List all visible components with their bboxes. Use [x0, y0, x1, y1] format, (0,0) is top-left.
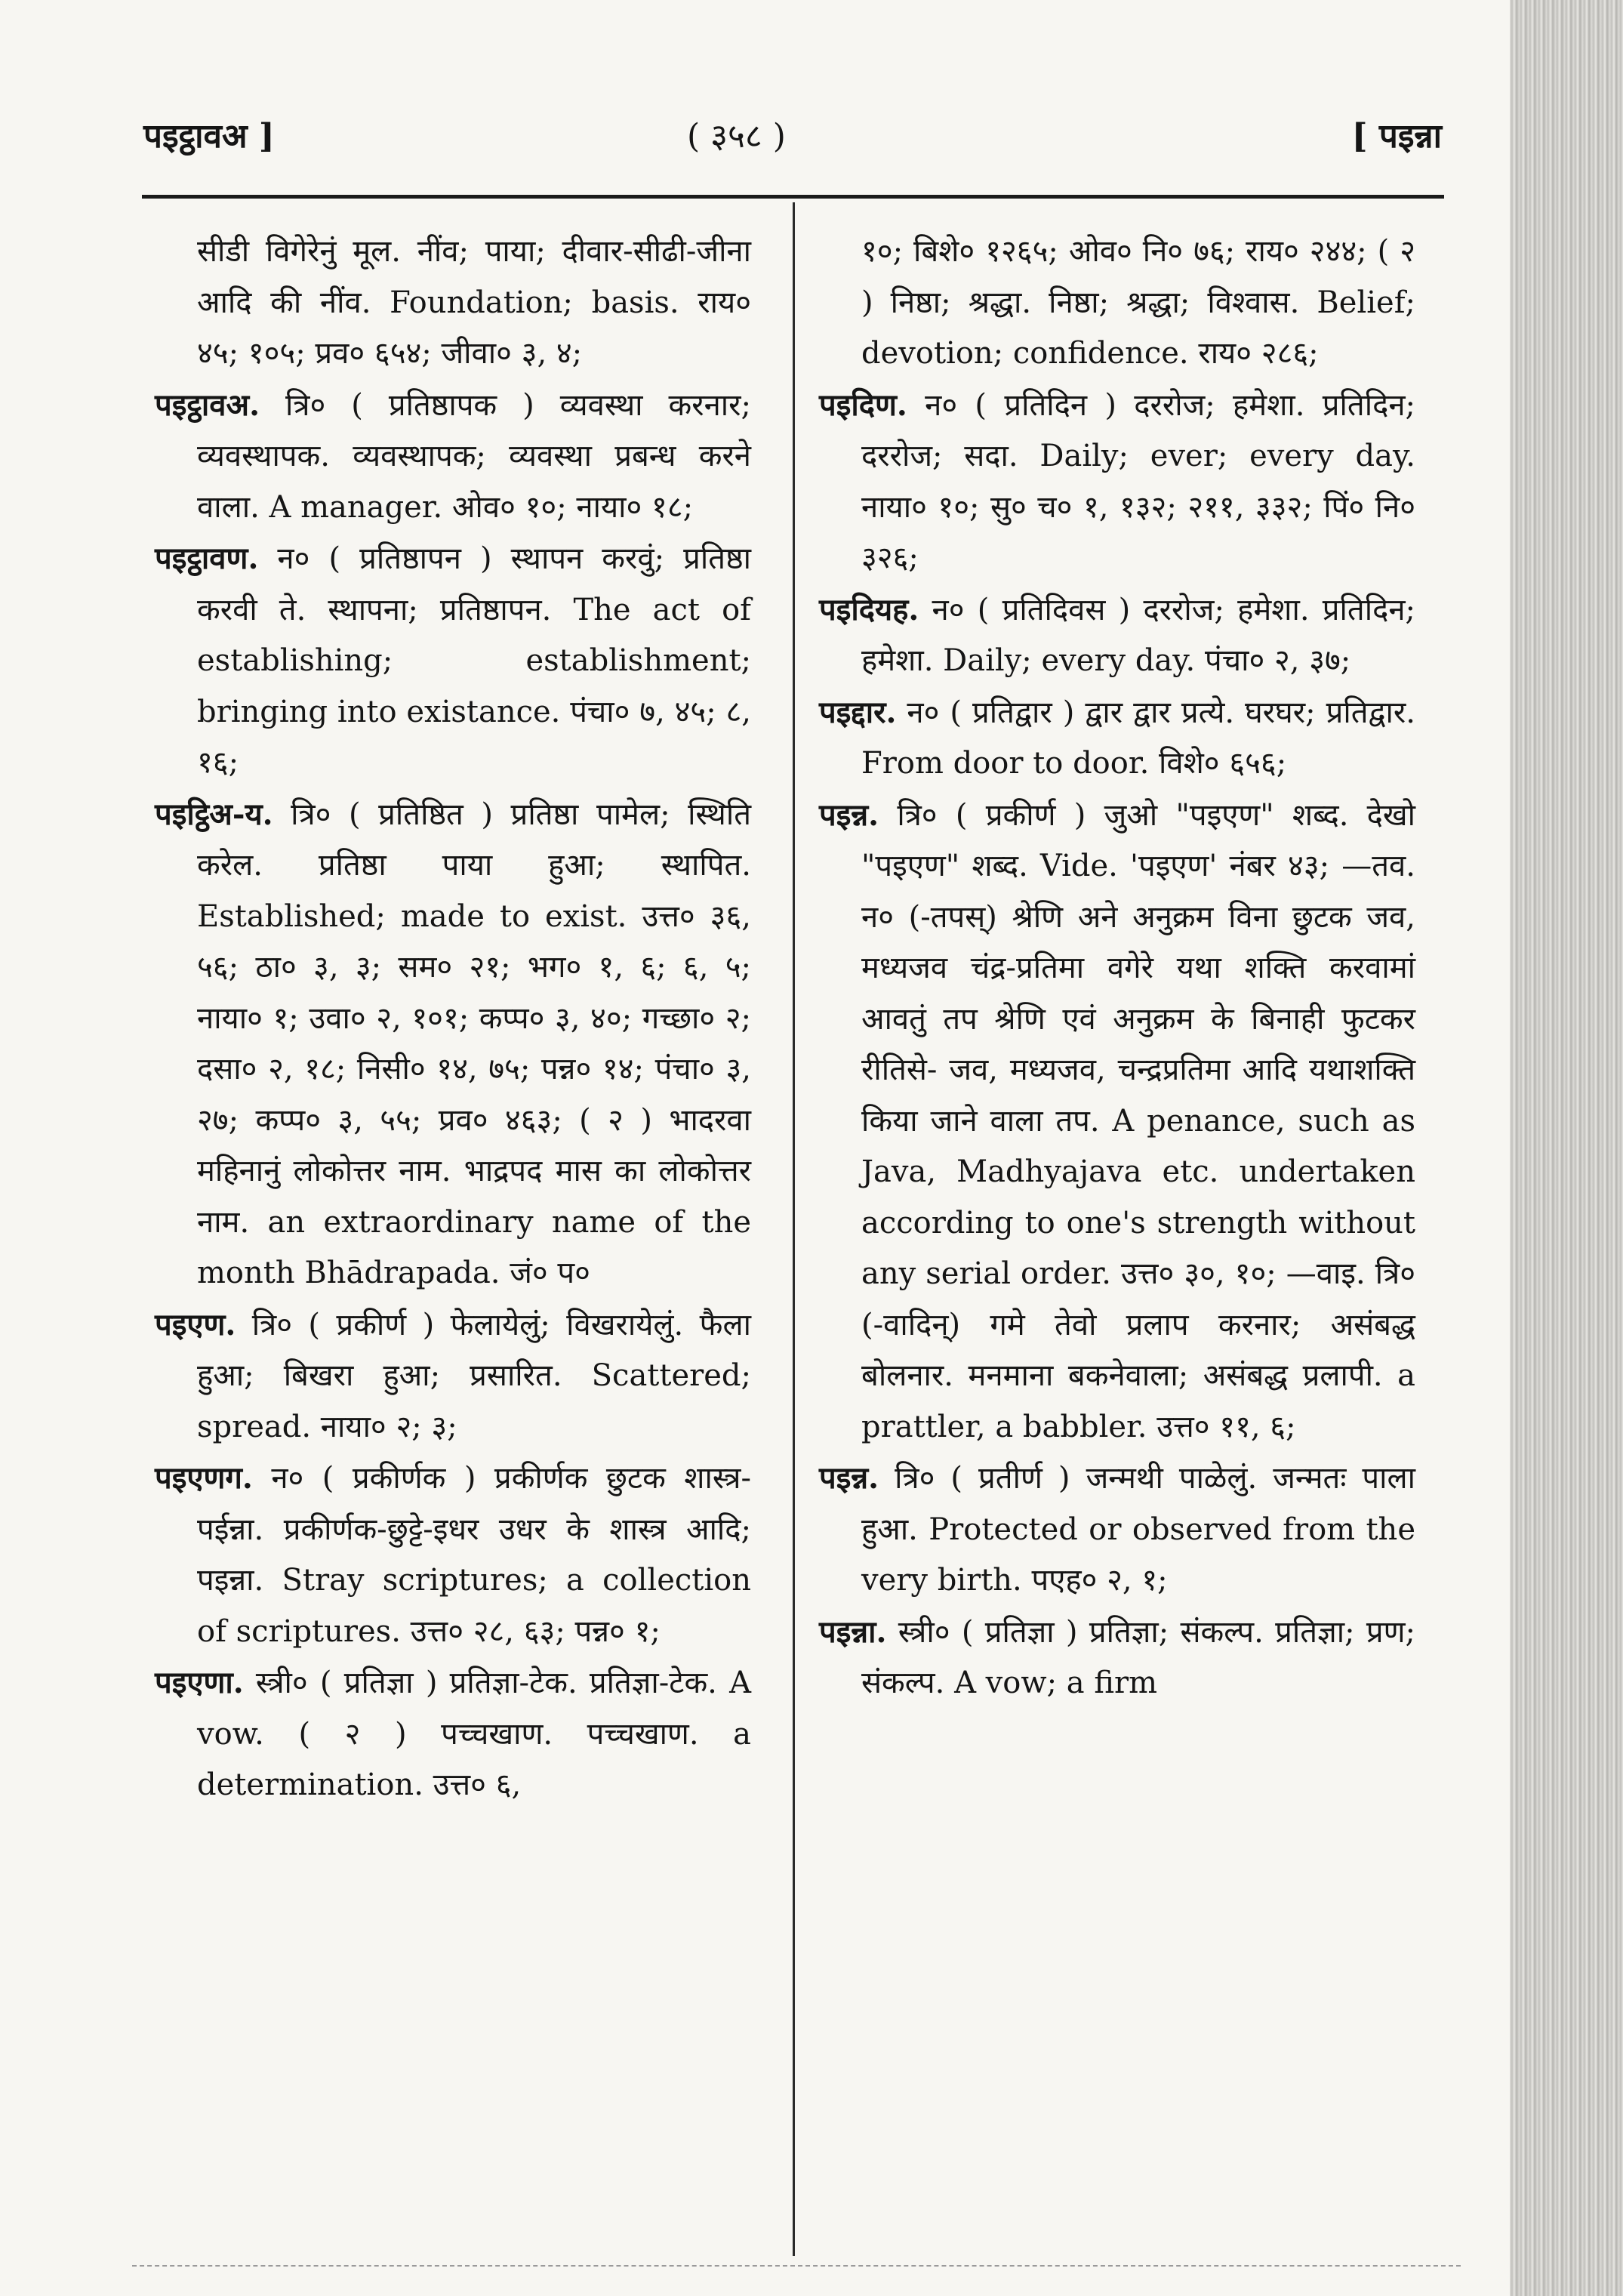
entry-headword: पइन्ना. — [819, 1613, 887, 1650]
dictionary-entry — [155, 1299, 751, 1453]
dictionary-entry — [819, 1453, 1415, 1607]
dictionary-entry — [155, 1453, 751, 1657]
header-right-guideword: [ पइन्ना — [1351, 117, 1442, 156]
entry-definition: त्रि० ( प्रतीर्ण ) जन्मथी पाळेलुं. जन्मतः पाला हुआ. Protected or observed from the very birth. पएह० २, १; — [861, 1461, 1415, 1598]
entry-definition: स्त्री० ( प्रतिज्ञा ) प्रतिज्ञा; संकल्प. प्रतिज्ञा; प्रण; संकल्प. A vow; a firm — [861, 1614, 1415, 1700]
dictionary-entry — [155, 1657, 751, 1811]
entry-definition: न० ( प्रतिद्वार ) द्वार द्वार प्रत्ये. घरघर; प्रतिद्वार. From door to door. विशे० ६५६; — [861, 695, 1415, 781]
entry-headword: पइएण. — [155, 1306, 236, 1342]
page-number: ( ३५८ ) — [687, 117, 786, 156]
dictionary-entry — [155, 380, 751, 534]
dictionary-entry — [155, 789, 751, 1299]
entry-definition: न० ( प्रकीर्णक ) प्रकीर्णक छुटक शास्त्र-पईन्ना. प्रकीर्णक-छुट्टे-इधर उधर के शास्त्र आदि; पइन्ना. Stray scriptures; a collection of scriptures. उत्त० २८, ६३; पन्न० १; — [197, 1461, 751, 1649]
entry-definition: त्रि० ( प्रतिष्ठापक ) व्यवस्था करनार; व्यवस्थापक. व्यवस्थापक; व्यवस्था प्रबन्ध करने वाला. A manager. ओव० १०; नाया० १८; — [197, 387, 751, 525]
entry-definition: सीडी विगेरेनुं मूल. नींव; पाया; दीवार-सीढी-जीना आदि की नींव. Foundation; basis. राय० ४५; १०५; प्रव० ६५४; जीवा० ३, ४; — [197, 234, 751, 371]
entry-definition: न० ( प्रतिदिन ) दररोज; हमेशा. प्रतिदिन; दररोज; सदा. Daily; ever; every day. नाया० १०; सु० च० १, १३२; २११, ३३२; पिं० नि० ३२६; — [861, 387, 1415, 575]
footer-rule — [132, 2265, 1461, 2268]
dictionary-entry — [819, 380, 1415, 584]
entry-continuation — [155, 227, 751, 380]
entry-definition: त्रि० ( प्रतिष्ठित ) प्रतिष्ठा पामेल; स्थिति करेल. प्रतिष्ठा पाया हुआ; स्थापित. Established; made to exist. उत्त० ३६, ५६; ठा० ३, ३; सम० २१; भग० १, ६; ६, ५; नाया० १; उवा० २, १०१; कप्प० ३, ४०; गच्छा० २; दसा० २, १८; निसी० १४, ७५; पन्न० १४; पंचा० ३, २७; कप्प० ३, ५५; प्रव० ४६३; ( २ ) भादरवा महिनानुं लोकोत्तर नाम. भाद्रपद मास का लोकोत्तर नाम. an extraordinary name of the month Bhādrapada. जं० प० — [197, 797, 751, 1290]
entry-definition: न० ( प्रतिष्ठापन ) स्थापन करवुं; प्रतिष्ठा करवी ते. स्थापना; प्रतिष्ठापन. The act of establishing; establishment; bringing into existance. पंचा० ७, ४५; ८, १६; — [197, 541, 751, 780]
page-header — [143, 112, 1442, 165]
entry-headword: पइएणग. — [155, 1460, 253, 1496]
dictionary-entry — [155, 533, 751, 789]
entry-definition: त्रि० ( प्रकीर्ण ) फेलायेलुं; विखरायेलुं. फैला हुआ; बिखरा हुआ; प्रसारित. Scattered; spread. नाया० २; ३; — [197, 1307, 751, 1444]
entry-headword: पइन्न. — [819, 797, 879, 833]
entry-headword: पइद्दार. — [819, 694, 897, 730]
dictionary-entry — [819, 1607, 1415, 1709]
entry-headword: पइट्ठिअ-य. — [155, 796, 273, 832]
header-left-guideword: पइट्ठावअ ] — [143, 117, 275, 156]
scan-shadow-edge — [1510, 0, 1623, 2296]
entry-headword: पइदियह. — [819, 591, 919, 627]
right-column — [819, 227, 1415, 2265]
left-column — [155, 227, 751, 2265]
header-rule — [142, 195, 1444, 199]
dictionary-entry — [819, 687, 1415, 790]
dictionary-entry — [819, 790, 1415, 1453]
column-divider — [793, 202, 795, 2256]
entry-definition: स्त्री० ( प्रतिज्ञा ) प्रतिज्ञा-टेक. प्रतिज्ञा-टेक. A vow. ( २ ) पच्चखाण. पच्चखाण. a determination. उत्त० ६, — [197, 1666, 751, 1802]
entry-definition: त्रि० ( प्रकीर्ण ) जुओ "पइएण" शब्द. देखो "पइएण" शब्द. Vide. 'पइएण' नंबर ४३; —तव. न० (-तपस्) श्रेणि अने अनुक्रम विना छुटक जव, मध्यजव चंद्र-प्रतिमा वगेरे यथा शक्ति करवामां आवतुं तप श्रेणि एवं अनुक्रम के बिनाही फुटकर रीतिसे- जव, मध्यजव, चन्द्रप्रतिमा आदि यथाशक्ति किया जाने वाला तप. A penance, such as Java, Madhyajava etc. undertaken according to one's strength without any serial order. उत्त० ३०, १०; —वाइ. त्रि० (-वादिन्) गमे तेवो प्रलाप करनार; असंबद्ध बोलनार. मनमाना बकनेवाला; असंबद्ध प्रलापी. a prattler, a babbler. उत्त० ११, ६; — [861, 797, 1415, 1444]
entry-headword: पइट्ठावण. — [155, 541, 259, 576]
entry-headword: पइदिण. — [819, 387, 907, 423]
entry-definition: १०; बिशे० १२६५; ओव० नि० ७६; राय० २४४; ( २ ) निष्ठा; श्रद्धा. निष्ठा; श्रद्धा; विश्वास. Belief; devotion; confidence. राय० २८६; — [861, 234, 1415, 371]
dictionary-entry — [819, 584, 1415, 687]
entry-continuation — [819, 227, 1415, 380]
entry-definition: न० ( प्रतिदिवस ) दररोज; हमेशा. प्रतिदिन; हमेशा. Daily; every day. पंचा० २, ३७; — [861, 592, 1415, 678]
entry-headword: पइट्ठावअ. — [155, 387, 260, 423]
entry-headword: पइएणा. — [155, 1665, 244, 1700]
entry-headword: पइन्न. — [819, 1460, 879, 1496]
